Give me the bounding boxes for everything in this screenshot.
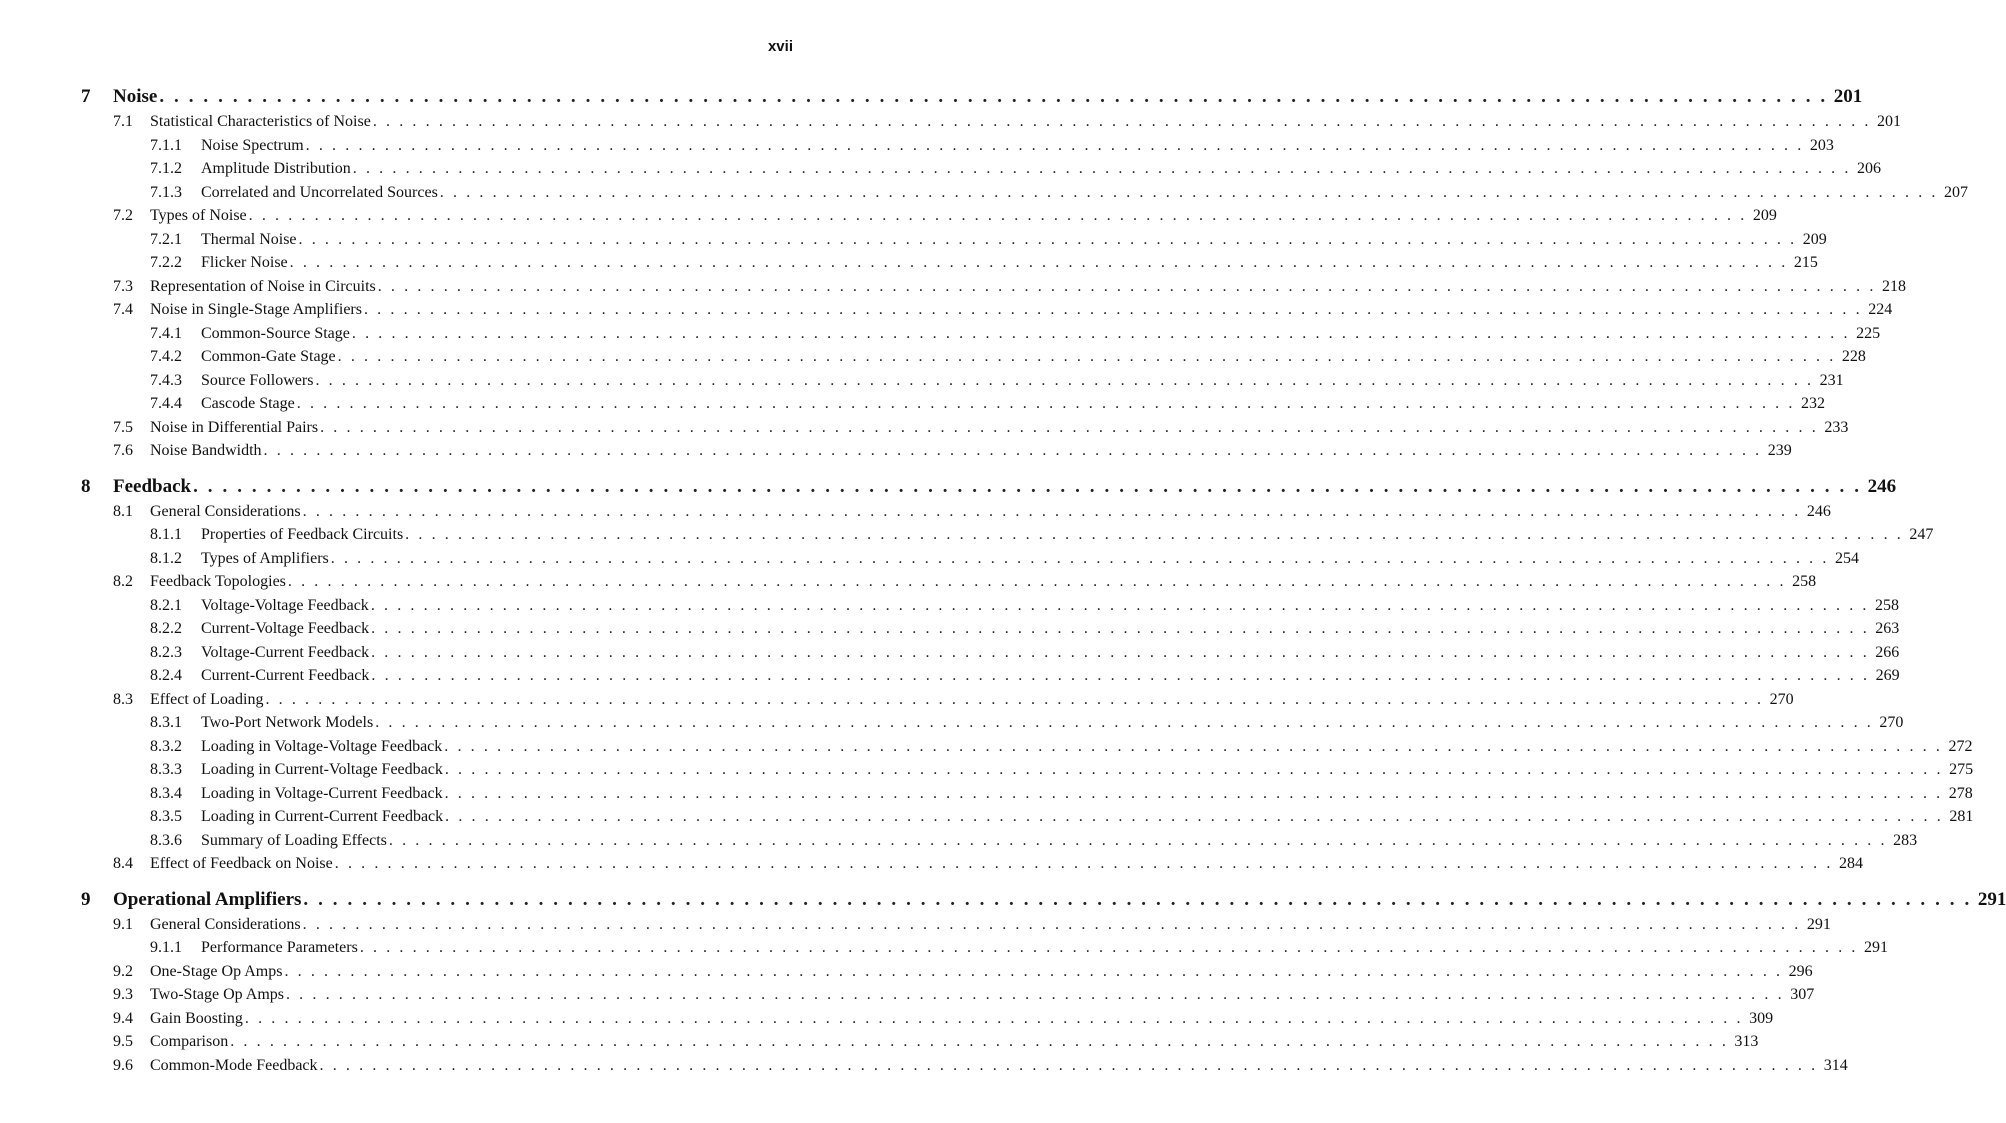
entry-page: 247 xyxy=(1909,526,1934,543)
entry-title: General Considerations xyxy=(150,915,301,933)
subsection-entry[interactable] xyxy=(0,761,1974,785)
entry-page: 254 xyxy=(1834,549,1859,567)
section-entry[interactable] xyxy=(0,690,1794,715)
entry-page: 209 xyxy=(1802,230,1827,248)
section-entry[interactable] xyxy=(0,855,1863,879)
entry-title: Common-Source Stage xyxy=(201,324,350,342)
subsection-entry[interactable] xyxy=(0,620,1900,644)
entry-page: 291 xyxy=(1864,939,1889,956)
entry-page: 233 xyxy=(1824,418,1849,436)
entry-title: Summary of Loading Effects xyxy=(201,831,387,849)
entry-page: 201 xyxy=(1877,113,1902,130)
entry-title: Noise Bandwidth xyxy=(150,442,262,459)
entry-page: 275 xyxy=(1949,761,1974,778)
section-entry[interactable] xyxy=(0,1056,1848,1081)
entry-number: 9.1 xyxy=(113,915,133,933)
entry-number: 9.3 xyxy=(113,986,133,1003)
section-entry[interactable] xyxy=(0,1009,1774,1034)
entry-title: Effect of Loading xyxy=(150,690,264,708)
dot-leader xyxy=(230,1033,1728,1051)
entry-page: 263 xyxy=(1875,620,1900,637)
entry-page: 291 xyxy=(1806,915,1831,933)
entry-title: Types of Noise xyxy=(150,207,247,224)
dot-leader xyxy=(405,526,1903,544)
entry-number: 8.1.2 xyxy=(150,549,182,567)
entry-page: 258 xyxy=(1875,596,1900,614)
entry-number: 8.3.4 xyxy=(150,784,182,802)
subsection-entry[interactable] xyxy=(0,939,1889,963)
chapter-block xyxy=(0,888,2006,1081)
entry-title: Amplitude Distribution xyxy=(201,160,351,177)
entry-page: 278 xyxy=(1948,784,1973,802)
subsection-entry[interactable] xyxy=(0,549,1859,574)
entry-page: 258 xyxy=(1792,573,1817,590)
entry-page: 225 xyxy=(1856,324,1881,342)
entry-page: 270 xyxy=(1769,690,1794,708)
dot-leader xyxy=(297,395,1795,413)
entry-title: Loading in Voltage-Current Feedback xyxy=(201,784,443,802)
entry-number: 8.2.2 xyxy=(150,620,182,637)
subsection-entry[interactable] xyxy=(0,183,1968,208)
entry-number: 8.3.3 xyxy=(150,761,182,778)
entry-title: Noise Spectrum xyxy=(201,136,304,154)
subsection-entry[interactable] xyxy=(0,254,1818,278)
section-entry[interactable] xyxy=(0,442,1792,466)
dot-leader xyxy=(320,1057,1818,1075)
subsection-entry[interactable] xyxy=(0,371,1844,396)
section-entry[interactable] xyxy=(0,1033,1759,1057)
entry-title: Current-Voltage Feedback xyxy=(201,620,370,637)
entry-number: 7.1.3 xyxy=(150,183,182,201)
entry-title: Cascode Stage xyxy=(201,395,295,412)
section-entry[interactable] xyxy=(0,207,1777,231)
entry-title: Feedback Topologies xyxy=(150,573,286,590)
entry-title: Two-Stage Op Amps xyxy=(150,986,284,1003)
dot-leader xyxy=(303,889,1971,911)
dot-leader xyxy=(338,348,1836,366)
dot-leader xyxy=(360,939,1858,957)
entry-number: 8 xyxy=(81,475,91,497)
page-number: xvii xyxy=(767,38,793,55)
entry-number: 8.1.1 xyxy=(150,526,182,543)
entry-title: Common-Mode Feedback xyxy=(150,1056,318,1074)
entry-title: Types of Amplifiers xyxy=(201,549,329,567)
section-entry[interactable] xyxy=(0,277,1906,302)
dot-leader xyxy=(265,691,1763,709)
entry-title: Performance Parameters xyxy=(201,939,358,956)
entry-page: 269 xyxy=(1875,667,1900,684)
dot-leader xyxy=(445,785,1943,803)
entry-number: 9 xyxy=(81,888,91,910)
dot-leader xyxy=(335,855,1833,873)
entry-number: 9.1.1 xyxy=(150,939,182,956)
dot-leader xyxy=(306,137,1804,155)
entry-number: 8.4 xyxy=(113,855,133,872)
entry-title: Source Followers xyxy=(201,371,314,389)
dot-leader xyxy=(444,738,1942,756)
section-entry[interactable] xyxy=(0,418,1849,443)
entry-number: 8.3 xyxy=(113,690,133,708)
dot-leader xyxy=(353,160,1851,178)
entry-number: 7.3 xyxy=(113,277,133,295)
entry-title: Properties of Feedback Circuits xyxy=(201,526,404,543)
dot-leader xyxy=(159,86,1827,108)
section-entry[interactable] xyxy=(0,962,1813,987)
dot-leader xyxy=(373,113,1871,131)
dot-leader xyxy=(445,761,1943,779)
chapter-entry[interactable] xyxy=(0,475,1897,503)
chapter-block xyxy=(0,475,1974,879)
dot-leader xyxy=(378,278,1876,296)
dot-leader xyxy=(440,184,1938,202)
entry-title: One-Stage Op Amps xyxy=(150,962,283,980)
entry-page: 313 xyxy=(1734,1033,1759,1050)
entry-title: Loading in Current-Current Feedback xyxy=(201,808,444,825)
dot-leader xyxy=(303,503,1801,521)
entry-title: Current-Current Feedback xyxy=(201,667,370,684)
entry-page: 232 xyxy=(1800,395,1825,412)
subsection-entry[interactable] xyxy=(0,808,1974,832)
subsection-entry[interactable] xyxy=(0,737,1973,762)
dot-leader xyxy=(264,442,1762,460)
entry-number: 7.4.3 xyxy=(150,371,182,389)
entry-number: 9.5 xyxy=(113,1033,133,1050)
dot-leader xyxy=(389,832,1887,850)
entry-number: 9.6 xyxy=(113,1056,133,1074)
chapter-entry[interactable] xyxy=(0,86,1863,113)
entry-title: Thermal Noise xyxy=(201,230,297,248)
entry-number: 8.3.6 xyxy=(150,831,182,849)
entry-number: 8.2.1 xyxy=(150,596,182,614)
entry-number: 7.4.2 xyxy=(150,348,182,365)
dot-leader xyxy=(249,207,1747,225)
subsection-entry[interactable] xyxy=(0,643,1900,668)
chapter-entry[interactable] xyxy=(0,888,2006,916)
entry-page: 246 xyxy=(1806,502,1831,520)
entry-page: 283 xyxy=(1893,831,1918,849)
entry-title: Noise in Single-Stage Amplifiers xyxy=(150,301,362,318)
entry-number: 7.1 xyxy=(113,113,133,130)
entry-number: 8.3.1 xyxy=(150,714,182,731)
entry-number: 8.3.2 xyxy=(150,737,182,755)
entry-number: 9.2 xyxy=(113,962,133,980)
table-of-contents xyxy=(0,86,2006,1090)
entry-page: 201 xyxy=(1833,86,1863,107)
entry-number: 7.2 xyxy=(113,207,133,224)
entry-number: 8.2.4 xyxy=(150,667,182,684)
entry-page: 309 xyxy=(1749,1009,1774,1027)
entry-number: 7.6 xyxy=(113,442,133,459)
entry-number: 8.2 xyxy=(113,573,133,590)
dot-leader xyxy=(299,231,1797,249)
entry-title: Loading in Current-Voltage Feedback xyxy=(201,761,443,778)
entry-page: 281 xyxy=(1949,808,1974,825)
section-entry[interactable] xyxy=(0,301,1893,325)
entry-page: 206 xyxy=(1856,160,1881,177)
entry-page: 239 xyxy=(1767,442,1792,459)
entry-number: 7.2.1 xyxy=(150,230,182,248)
entry-title: Voltage-Voltage Feedback xyxy=(201,596,369,614)
dot-leader xyxy=(320,419,1818,437)
dot-leader xyxy=(290,254,1788,272)
section-entry[interactable] xyxy=(0,573,1817,597)
dot-leader xyxy=(284,963,1782,981)
entry-title: Flicker Noise xyxy=(201,254,288,271)
subsection-entry[interactable] xyxy=(0,667,1900,691)
chapter-block xyxy=(0,86,1968,466)
entry-page: 224 xyxy=(1868,301,1893,318)
entry-number: 8.2.3 xyxy=(150,643,182,661)
entry-number: 7.4 xyxy=(113,301,133,318)
entry-number: 7.4.1 xyxy=(150,324,182,342)
dot-leader xyxy=(331,550,1829,568)
entry-page: 218 xyxy=(1881,277,1906,295)
entry-page: 207 xyxy=(1944,183,1968,201)
dot-leader xyxy=(286,986,1784,1004)
entry-page: 284 xyxy=(1838,855,1863,872)
entry-number: 7.1.1 xyxy=(150,136,182,154)
section-entry[interactable] xyxy=(0,915,1831,940)
entry-page: 291 xyxy=(1977,888,2006,910)
dot-leader xyxy=(315,372,1813,390)
section-entry[interactable] xyxy=(0,502,1831,527)
section-entry[interactable] xyxy=(0,113,1902,137)
entry-title: Common-Gate Stage xyxy=(201,348,336,365)
entry-page: 209 xyxy=(1752,207,1777,224)
entry-page: 266 xyxy=(1875,643,1900,661)
entry-number: 7.1.2 xyxy=(150,160,182,177)
dot-leader xyxy=(371,620,1869,638)
entry-title: Effect of Feedback on Noise xyxy=(150,855,333,872)
entry-title: Representation of Noise in Circuits xyxy=(150,277,376,295)
entry-title: Gain Boosting xyxy=(150,1009,243,1027)
entry-title: Correlated and Uncorrelated Sources xyxy=(201,183,438,201)
entry-page: 270 xyxy=(1879,714,1904,731)
dot-leader xyxy=(375,714,1873,732)
entry-page: 314 xyxy=(1823,1056,1848,1074)
subsection-entry[interactable] xyxy=(0,160,1881,184)
dot-leader xyxy=(371,597,1869,615)
subsection-entry[interactable] xyxy=(0,324,1881,349)
dot-leader xyxy=(352,325,1850,343)
dot-leader xyxy=(371,644,1869,662)
entry-page: 215 xyxy=(1793,254,1818,271)
entry-page: 307 xyxy=(1790,986,1815,1003)
entry-page: 231 xyxy=(1819,371,1844,389)
dot-leader xyxy=(364,301,1862,319)
subsection-entry[interactable] xyxy=(0,831,1918,856)
dot-leader xyxy=(193,476,1861,498)
section-entry[interactable] xyxy=(0,986,1815,1010)
entry-page: 228 xyxy=(1841,348,1866,365)
entry-number: 7.4.4 xyxy=(150,395,182,412)
entry-title: Operational Amplifiers xyxy=(113,888,302,910)
subsection-entry[interactable] xyxy=(0,395,1825,419)
entry-number: 7.5 xyxy=(113,418,133,436)
entry-page: 296 xyxy=(1788,962,1813,980)
subsection-entry[interactable] xyxy=(0,714,1904,738)
subsection-entry[interactable] xyxy=(0,136,1834,161)
entry-number: 9.4 xyxy=(113,1009,133,1027)
entry-title: Comparison xyxy=(150,1033,229,1050)
entry-page: 272 xyxy=(1948,737,1973,755)
dot-leader xyxy=(303,916,1801,934)
entry-number: 7 xyxy=(81,86,91,107)
subsection-entry[interactable] xyxy=(0,596,1900,621)
entry-title: Loading in Voltage-Voltage Feedback xyxy=(201,737,443,755)
dot-leader xyxy=(371,667,1869,685)
entry-title: Noise xyxy=(113,86,158,107)
entry-number: 8.1 xyxy=(113,502,133,520)
subsection-entry[interactable] xyxy=(0,526,1934,550)
subsection-entry[interactable] xyxy=(0,784,1973,809)
subsection-entry[interactable] xyxy=(0,348,1866,372)
entry-number: 8.3.5 xyxy=(150,808,182,825)
entry-number: 7.2.2 xyxy=(150,254,182,271)
dot-leader xyxy=(245,1010,1743,1028)
entry-title: Noise in Differential Pairs xyxy=(150,418,319,436)
subsection-entry[interactable] xyxy=(0,230,1827,255)
entry-title: Voltage-Current Feedback xyxy=(201,643,370,661)
entry-page: 203 xyxy=(1809,136,1834,154)
dot-leader xyxy=(288,573,1786,591)
entry-title: Statistical Characteristics of Noise xyxy=(150,113,371,130)
entry-title: General Considerations xyxy=(150,502,301,520)
entry-title: Two-Port Network Models xyxy=(201,714,374,731)
entry-page: 246 xyxy=(1867,475,1897,497)
dot-leader xyxy=(445,808,1943,826)
entry-title: Feedback xyxy=(113,475,192,497)
